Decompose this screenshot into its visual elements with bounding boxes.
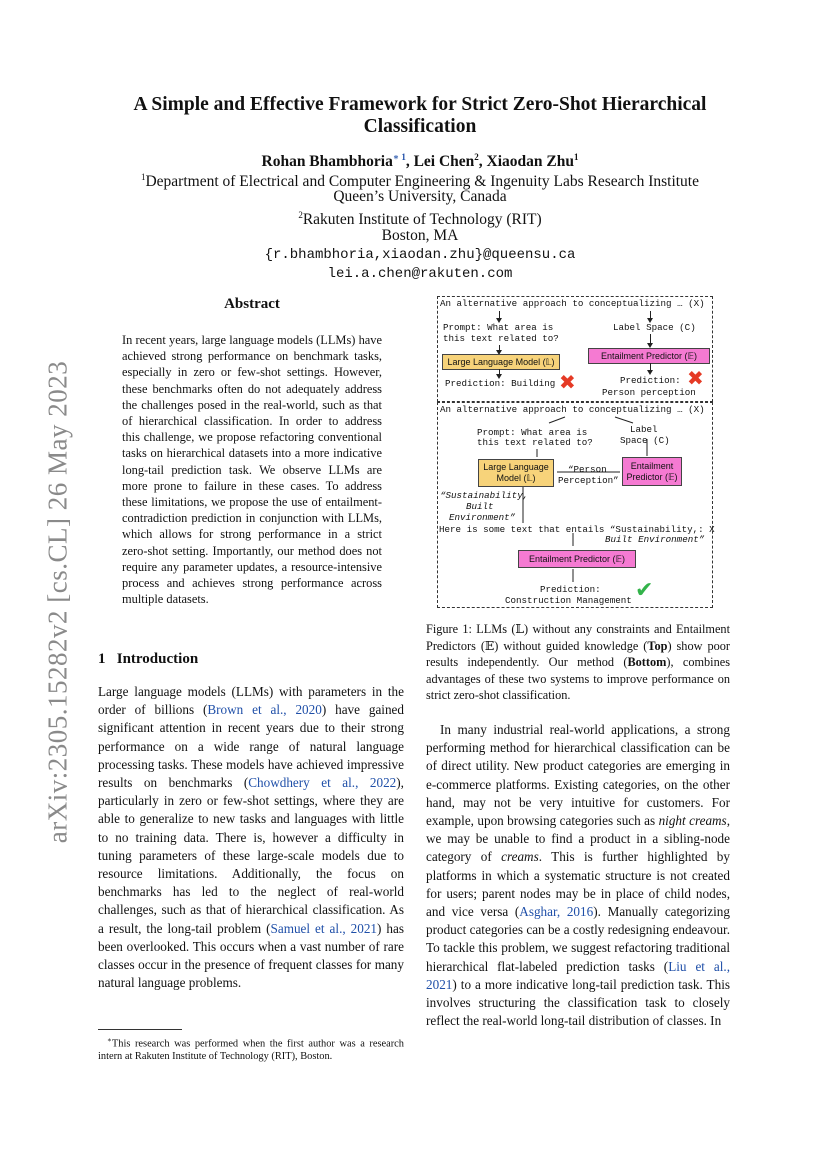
fig-bottom-label-1: Label bbox=[630, 424, 658, 435]
affiliation-2b: Boston, MA bbox=[381, 227, 459, 244]
intro-heading-text: Introduction bbox=[116, 651, 199, 667]
fig-top-header: An alternative approach to conceptualizing … (X) bbox=[440, 298, 705, 309]
caption-text-2: ) show poor results independently. Our method ( bbox=[426, 638, 730, 669]
fig-top-prediction-right-2: Person perception bbox=[602, 387, 696, 398]
right-text-3: . This is further highlighted by platforms in which a systematic structure is not created for users; parent nodes may be in place of child nodes, and vice versa ( bbox=[426, 849, 730, 920]
fig-bottom-llm-line-1: Large Language bbox=[483, 462, 549, 472]
author-3-sup: 1 bbox=[574, 152, 579, 162]
abstract-text: In recent years, large language models (LLMs) have achieved strong performance on benchmark tasks, especially in zero or few-shot settings. However, these benchmarks often do not adequately address the challenges posed in the real-world, such as that of hierarchical classification. In order to address this challenge, we propose refactoring conventional tasks on hierarchical datasets into a more indicative long-tail prediction task. We observe LLMs are more prone to failure in these cases. To address these limitations, we propose the use of entailment-contradiction prediction in conjunction with LLMs, which allows for strong performance in a strict zero-shot setting. Importantly, our method does not require any parameter updates, a resource-intensive process and achieves strong performance across multiple datasets. bbox=[122, 333, 382, 607]
fig-bottom-llm-line-2: Model (𝕃) bbox=[496, 473, 536, 483]
right-text-5: ) to a more indicative long-tail prediction task. This involves structuring the classification task to closely reflect the real-world long-tail distribution of classes. In bbox=[426, 976, 730, 1029]
fig-bottom-prompt-1: Prompt: What area is bbox=[477, 427, 588, 438]
fig-bottom-prediction-1: Prediction: bbox=[540, 584, 601, 595]
fig-top-prompt-1: Prompt: What area is bbox=[443, 322, 554, 333]
affiliation-2-sup: 2 bbox=[298, 210, 303, 220]
em-night-creams: night creams bbox=[658, 813, 727, 829]
arrow-diagonal-right bbox=[615, 417, 633, 423]
footnote-text: This research was performed when the first author was a research intern at Rakuten Institute of Technology (RIT), Boston. bbox=[98, 1038, 404, 1063]
title-line-1: A Simple and Effective Framework for Strict Zero-Shot Hierarchical bbox=[133, 94, 707, 115]
right-text-4: ). Manually categorizing product categories can be a costly redesigning endeavour. To tackle this problem, we suggest refactoring traditional hierarchical flat-labeled prediction tasks ( bbox=[426, 904, 730, 974]
fig-bottom-entails-2: Built Environment” bbox=[605, 534, 705, 545]
footnote bbox=[98, 1034, 404, 1063]
footnote-mark: ∗ bbox=[107, 1036, 112, 1044]
fig-bottom-quote-1: “Person bbox=[568, 464, 607, 475]
intro-heading bbox=[98, 651, 404, 668]
author-3: , Xiaodan Zhu bbox=[478, 153, 574, 171]
fig-top-label-space: Label Space (C) bbox=[613, 322, 696, 333]
fig-bottom-llm-box bbox=[478, 459, 554, 487]
figure-1 bbox=[437, 296, 713, 608]
intro-paragraph bbox=[98, 683, 404, 992]
intro-text-1: Large language models (LLMs) with parameters in the order of billions ( bbox=[98, 684, 404, 718]
email-1[interactable]: {r.bhambhoria,xiaodan.zhu}@queensu.ca bbox=[264, 247, 576, 263]
affiliation-1-sup: 1 bbox=[140, 172, 146, 182]
fig-bottom-entailment-box-2: Entailment Predictor (𝔼) bbox=[518, 550, 636, 568]
affiliation-1b: Queen’s University, Canada bbox=[333, 188, 507, 205]
fig-bottom-llm-out-1: “Sustainability, bbox=[440, 490, 529, 501]
right-text-1: In many industrial real-world applications, a strong performing method for hierarchical classification can be of direct utility. New product categories are emerging in e-commerce platforms. Existing categories, on the other hand, may not be very intuitive for customers. For example, upon browsing categories such as bbox=[426, 722, 730, 829]
fig-bottom-header: An alternative approach to conceptualizing … (X) bbox=[440, 404, 705, 415]
right-paragraph bbox=[426, 721, 730, 1030]
em-creams: creams bbox=[501, 849, 539, 865]
caption-bottom: Bottom bbox=[627, 655, 667, 669]
author-1-sup: ∗ 1 bbox=[392, 152, 406, 162]
fig-bottom-quote-2: Perception” bbox=[558, 475, 619, 486]
cite-samuel-2021[interactable]: Samuel et al., 2021 bbox=[270, 920, 378, 936]
fig-top-prediction-left: Prediction: Building bbox=[445, 378, 556, 389]
caption-text-3: ), combines advantages of these two systems to improve performance on strict zero-shot classification. bbox=[426, 655, 730, 702]
author-2-sup: 2 bbox=[474, 152, 479, 162]
cite-chowdhery-2022[interactable]: Chowdhery et al., 2022 bbox=[248, 775, 397, 791]
abstract-heading: Abstract bbox=[224, 296, 280, 312]
fig-bottom-prediction-2: Construction Management bbox=[505, 595, 632, 606]
fig-bottom-llm-out-2: Built bbox=[466, 501, 494, 512]
check-icon: ✔ bbox=[635, 578, 654, 603]
fig-top-prediction-right-1: Prediction: bbox=[620, 375, 681, 386]
fig-bottom-entails-1: Here is some text that entails “Sustainability,: X bbox=[439, 524, 715, 535]
author-1: Rohan Bhambhoria bbox=[261, 153, 393, 171]
fig-bottom-prompt-2: this text related to? bbox=[477, 437, 593, 448]
fig-top-entailment-box: Entailment Predictor (𝔼) bbox=[588, 348, 710, 364]
fig-bottom-ent-line-2: Predictor (𝔼) bbox=[626, 471, 678, 482]
fig-top-llm-box: Large Language Model (𝕃) bbox=[442, 354, 560, 370]
title-line-2: Classification bbox=[363, 116, 477, 137]
intro-text-2: ) have gained significant attention in recent years due to their strong performance on a wide range of natural language processing tasks. These models have achieved impressive results on benchmarks ( bbox=[98, 702, 404, 791]
caption-top: Top bbox=[647, 638, 668, 653]
fig-bottom-ent-line-1: Entailment bbox=[630, 460, 674, 471]
figure-caption bbox=[426, 621, 730, 704]
intro-text-3: ), particularly in zero or few-shot settings, where they are able to generalize to new tasks and languages with little to no training data. There is, however a difficulty in tuning parameters of these large-scale models due to resource limitations. Additionally, the focus on benchmarks has led to the neglect of real-world challenges, such as that of hierarchical classification. As a result, the long-tail problem ( bbox=[98, 775, 404, 936]
caption-text-1: Figure 1: LLMs (𝕃) without any constraints and Entailment Predictors (𝔼) without guided knowledge ( bbox=[426, 622, 730, 653]
fig-top-prompt-2: this text related to? bbox=[443, 333, 559, 344]
cross-icon: ✖ bbox=[559, 370, 576, 394]
intro-text-4: ) has been overlooked. This occurs when a vast number of rare classes occur in the presence of frequent classes for many natural language problems. bbox=[98, 920, 404, 991]
email-2[interactable]: lei.a.chen@rakuten.com bbox=[327, 266, 513, 282]
right-text-2: , we may be unable to find a product in a sibling-node category of bbox=[426, 813, 730, 865]
arxiv-stamp: arXiv:2305.15282v2 [cs.CL] 26 May 2023 bbox=[42, 360, 73, 844]
fig-bottom-llm-out-3: Environment” bbox=[449, 512, 516, 523]
affiliation-2-text: Rakuten Institute of Technology (RIT) bbox=[302, 211, 542, 229]
cross-icon: ✖ bbox=[687, 366, 704, 390]
author-2: , Lei Chen bbox=[405, 153, 475, 171]
affiliation-1-text: Department of Electrical and Computer Engineering & Ingenuity Labs Research Institute bbox=[145, 173, 699, 191]
cite-brown-2020[interactable]: Brown et al., 2020 bbox=[207, 702, 322, 718]
cite-asghar-2016[interactable]: Asghar, 2016 bbox=[519, 904, 594, 920]
arrow-diagonal-left bbox=[549, 417, 565, 423]
footnote-rule bbox=[98, 1029, 182, 1030]
cite-liu-2021[interactable]: Liu et al., 2021 bbox=[426, 958, 730, 992]
fig-bottom-label-2: Space (C) bbox=[620, 435, 670, 446]
intro-heading-number: 1 bbox=[98, 651, 106, 667]
paper-title bbox=[110, 94, 730, 138]
fig-bottom-entailment-box bbox=[622, 457, 682, 486]
